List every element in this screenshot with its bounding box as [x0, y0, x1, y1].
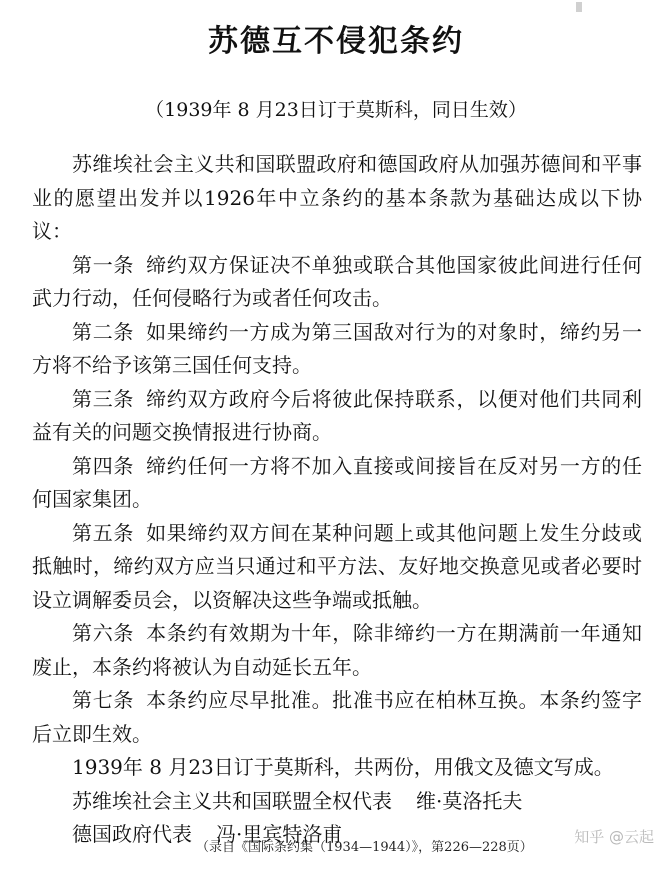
source-citation: （录自《国际条约集（1934—1944）》，第226—228页） [196, 840, 533, 855]
watermark: 知乎 @云起 [574, 828, 654, 846]
article-7 [32, 684, 642, 751]
article-6 [32, 617, 642, 684]
preamble: 苏维埃社会主义共和国联盟政府和德国政府从加强苏德间和平事业的愿望出发并以1926年中立条约的基本条款为基础达成以下协议： [32, 152, 642, 243]
article-number: 第三条 [72, 386, 135, 411]
signatory-name: 维·莫洛托夫 [416, 788, 523, 813]
article-number: 第四条 [72, 453, 135, 478]
article-text: 如果缔约一方成为第三国敌对行为的对象时，缔约另一方将不给予该第三国任何支持。 [32, 319, 643, 377]
article-1 [32, 249, 642, 316]
signatory-name: 冯·里宾特洛甫 [216, 822, 343, 846]
signatory-role: 苏维埃社会主义共和国联盟全权代表 [72, 788, 392, 813]
article-4 [32, 450, 642, 517]
article-number: 第七条 [72, 688, 135, 712]
document-body [32, 148, 642, 852]
document-subtitle: （1939年 8 月23日订于莫斯科，同日生效） [145, 99, 527, 121]
scan-artifact [576, 2, 582, 12]
article-text: 缔约双方政府今后将彼此保持联系，以便对他们共同利益有关的问题交换情报进行协商。 [32, 386, 643, 444]
article-number: 第一条 [72, 252, 135, 277]
article-2 [32, 316, 642, 383]
article-text: 本条约应尽早批准。批准书应在柏林互换。本条约签字后立即生效。 [32, 688, 643, 746]
article-number: 第六条 [72, 621, 135, 645]
document-title: 苏德互不侵犯条约 [208, 24, 464, 59]
article-text: 缔约双方保证决不单独或联合其他国家彼此间进行任何武力行动，任何侵略行为或者任何攻击。 [32, 252, 643, 310]
closing-statement: 1939年 8 月23日订于莫斯科，共两份，用俄文及德文写成。 [72, 755, 614, 779]
article-number: 第二条 [72, 319, 135, 344]
article-text: 如果缔约双方间在某种问题上或其他问题上发生分歧或抵触时，缔约双方应当只通过和平方法、友好地交换意见或者必要时设立调解委员会，以资解决这些争端或抵触。 [32, 520, 643, 612]
article-number: 第五条 [72, 520, 135, 545]
article-text: 本条约有效期为十年，除非缔约一方在期满前一年通知废止，本条约将被认为自动延长五年。 [32, 621, 643, 679]
signatory-role: 德国政府代表 [72, 822, 192, 846]
signatory-1 [32, 785, 642, 819]
article-text: 缔约任何一方将不加入直接或间接旨在反对另一方的任何国家集团。 [32, 453, 643, 511]
article-3 [32, 383, 642, 450]
article-5 [32, 517, 642, 618]
